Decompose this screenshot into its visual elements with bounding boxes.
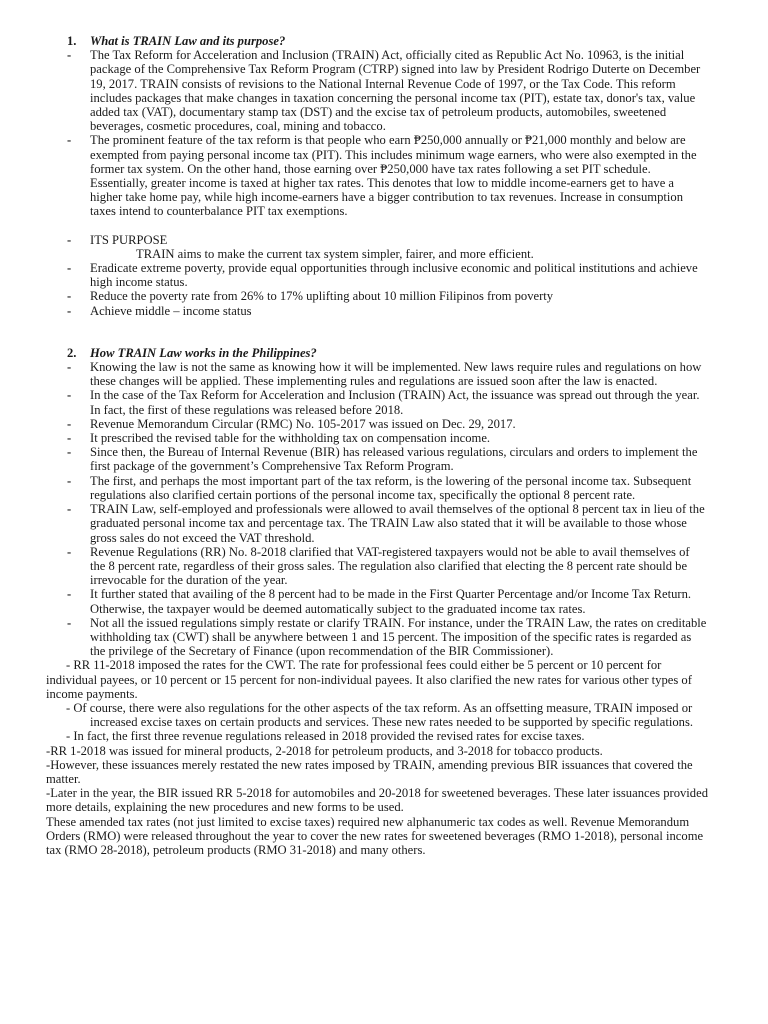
bullet-dash: -	[67, 431, 72, 446]
paragraph-other-aspects: - Of course, there were also regulations for the other aspects of the tax reform. As an offsetting measure, TRAIN imposed or increased excise taxes on certain products and services. These new rates needed to be supported by specific regulations.	[66, 700, 693, 730]
spacer	[0, 318, 768, 346]
bullet-dash: -	[67, 544, 72, 559]
paragraph-rr-1: -RR 1-2018 was issued for mineral products, 2-2018 for petroleum products, and 3-2018 for tobacco products.	[46, 743, 603, 758]
bullet-text: It prescribed the revised table for the withholding tax on compensation income.	[90, 431, 491, 446]
purpose-label: ITS PURPOSE	[90, 232, 168, 247]
section-2-bullet	[0, 616, 768, 659]
bullet-text: The prominent feature of the tax reform is that people who earn ₱250,000 annually or ₱21,000 monthly and below are exempted from paying personal income tax (PIT). This includes minimum wage earners, who were also exempted in the former tax system. On the other hand, those earning over ₱250,000 have tax rates following a set PIT schedule. Essentially, greater income is taxed at higher tax rates. This denotes that low to middle income-earners get to have a higher take home pay, while high income-earners have a bigger contribution to tax revenues. Increase in consumption taxes intend to counterbalance PIT tax exemptions.	[90, 133, 697, 219]
bullet-text: Eradicate extreme poverty, provide equal opportunities through inclusive economic and political institutions and achieve high income status.	[90, 261, 698, 290]
section-1-title: What is TRAIN Law and its purpose?	[90, 34, 286, 48]
section-2-bullet	[0, 431, 768, 445]
bullet-text: Since then, the Bureau of Internal Revenue (BIR) has released various regulations, circulars and orders to implement the first package of the government’s Comprehensive Tax Reform Program.	[90, 445, 698, 474]
paragraph-amended: These amended tax rates (not just limited to excise taxes) required new alphanumeric tax codes as well. Revenue Memorandum Orders (RMO) were released throughout the year to cover the new rates for sweetened beverages (RMO 1-2018), personal income tax (RMO 28-2018), petroleum products (RMO 31-2018) and many others.	[46, 814, 704, 857]
paragraph-first-three: - In fact, the first three revenue regulations released in 2018 provided the revised rates for excise taxes.	[66, 729, 585, 744]
bullet-dash: -	[67, 473, 72, 488]
section-2-bullet	[0, 417, 768, 431]
purpose-bullet	[0, 261, 768, 289]
bullet-text: Revenue Regulations (RR) No. 8-2018 clarified that VAT-registered taxpayers would not be able to avail themselves of the 8 percent rate, regardless of their gross sales. The regulation also clarified that electing the 8 percent rate should be irrevocable for the duration of the year.	[90, 544, 690, 588]
bullet-text: The Tax Reform for Acceleration and Inclusion (TRAIN) Act, officially cited as Republic Act No. 10963, is the initial package of the Comprehensive Tax Reform Program (CTRP) signed into law by President Rodrigo Duterte on December 19, 2017. TRAIN consists of revisions to the National Internal Revenue Code of 1997, or the Tax Code. This reform includes packages that make changes in taxation concerning the personal income tax (PIT), estate tax, donor's tax, value added tax (VAT), documentary stamp tax (DST) and the excise tax of petroleum products, automobiles, sweetened beverages, cosmetic procedures, coal, mining and tobacco.	[90, 48, 701, 134]
bullet-dash: -	[67, 303, 72, 318]
purpose-intro: TRAIN aims to make the current tax system simpler, fairer, and more efficient.	[136, 246, 534, 261]
bullet-dash: -	[67, 48, 72, 63]
purpose-bullet	[0, 289, 768, 303]
section-2-bullet	[0, 474, 768, 502]
bullet-dash: -	[67, 587, 72, 602]
purpose-label-item	[0, 233, 768, 247]
bullet-text: It further stated that availing of the 8 percent had to be made in the First Quarter Percentage and/or Income Tax Return. Otherwise, the taxpayer would be deemed automatically subject to the graduated income tax rates.	[90, 587, 692, 616]
section-2-title: How TRAIN Law works in the Philippines?	[90, 345, 317, 360]
bullet-dash: -	[67, 416, 72, 431]
section-2-bullet	[0, 360, 768, 388]
bullet-text: TRAIN Law, self-employed and professionals were allowed to avail themselves of the optional 8 percent tax in lieu of the graduated personal income tax and percentage tax. The TRAIN Law also stated that it will be available to those whose gross sales do not exceed the VAT threshold.	[90, 502, 705, 545]
section-2-bullet	[0, 502, 768, 545]
bullet-text: Achieve middle – income status	[90, 303, 252, 318]
bullet-dash: -	[67, 502, 72, 517]
paragraph-however: -However, these issuances merely restated the new rates imposed by TRAIN, amending previous BIR issuances that covered the matter.	[46, 757, 693, 786]
section-2-number: 2.	[67, 345, 77, 360]
document-page	[0, 34, 768, 857]
bullet-dash: -	[67, 133, 72, 148]
section-1-bullet	[0, 48, 768, 133]
bullet-text: Revenue Memorandum Circular (RMC) No. 105-2017 was issued on Dec. 29, 2017.	[90, 416, 516, 431]
bullet-text: Reduce the poverty rate from 26% to 17% uplifting about 10 million Filipinos from poverty	[90, 289, 554, 304]
section-2-bullet	[0, 445, 768, 473]
section-1-heading	[0, 34, 768, 48]
paragraph-later: -Later in the year, the BIR issued RR 5-2018 for automobiles and 20-2018 for sweetened beverages. These later issuances provided more details, explaining the new procedures and new forms to be used.	[46, 786, 708, 815]
bullet-dash: -	[67, 289, 72, 304]
section-1-number: 1.	[67, 34, 77, 48]
bullet-text: The first, and perhaps the most important part of the tax reform, is the lowering of the personal income tax. Subsequent regulations also clarified certain portions of the personal income tax, specifically the optional 8 percent rate.	[90, 473, 692, 502]
bullet-dash: -	[67, 232, 72, 247]
bullet-dash: -	[67, 360, 72, 375]
bullet-dash: -	[67, 445, 72, 460]
bullet-dash: -	[67, 615, 72, 630]
section-2-bullet	[0, 587, 768, 615]
section-1-bullet	[0, 133, 768, 218]
section-2-bullet	[0, 545, 768, 588]
bullet-dash: -	[67, 261, 72, 276]
paragraph-rr-11: - RR 11-2018 imposed the rates for the CWT. The rate for professional fees could either be 5 percent or 10 percent for individual payees, or 10 percent or 15 percent for non-individual payees. It also clarified the new rates for various other types of income payments.	[46, 658, 692, 701]
bullet-text: Not all the issued regulations simply restate or clarify TRAIN. For instance, under the TRAIN Law, the rates on creditable withholding tax (CWT) shall be anywhere between 1 and 15 percent. The imposition of the specific rates is regarded as the privilege of the Secretary of Finance (upon recommendation of the BIR Commissioner).	[90, 615, 707, 659]
section-2-heading	[0, 346, 768, 360]
bullet-text: Knowing the law is not the same as knowing how it will be implemented. New laws require rules and regulations on how these changes will be applied. These implementing rules and regulations are issued soon after the law is enacted.	[90, 360, 702, 389]
purpose-bullet	[0, 304, 768, 318]
bullet-dash: -	[67, 388, 72, 403]
bullet-text: In the case of the Tax Reform for Acceleration and Inclusion (TRAIN) Act, the issuance was spread out through the year. In fact, the first of these regulations was released before 2018.	[90, 388, 700, 417]
section-2-bullet	[0, 388, 768, 416]
spacer	[0, 219, 768, 233]
